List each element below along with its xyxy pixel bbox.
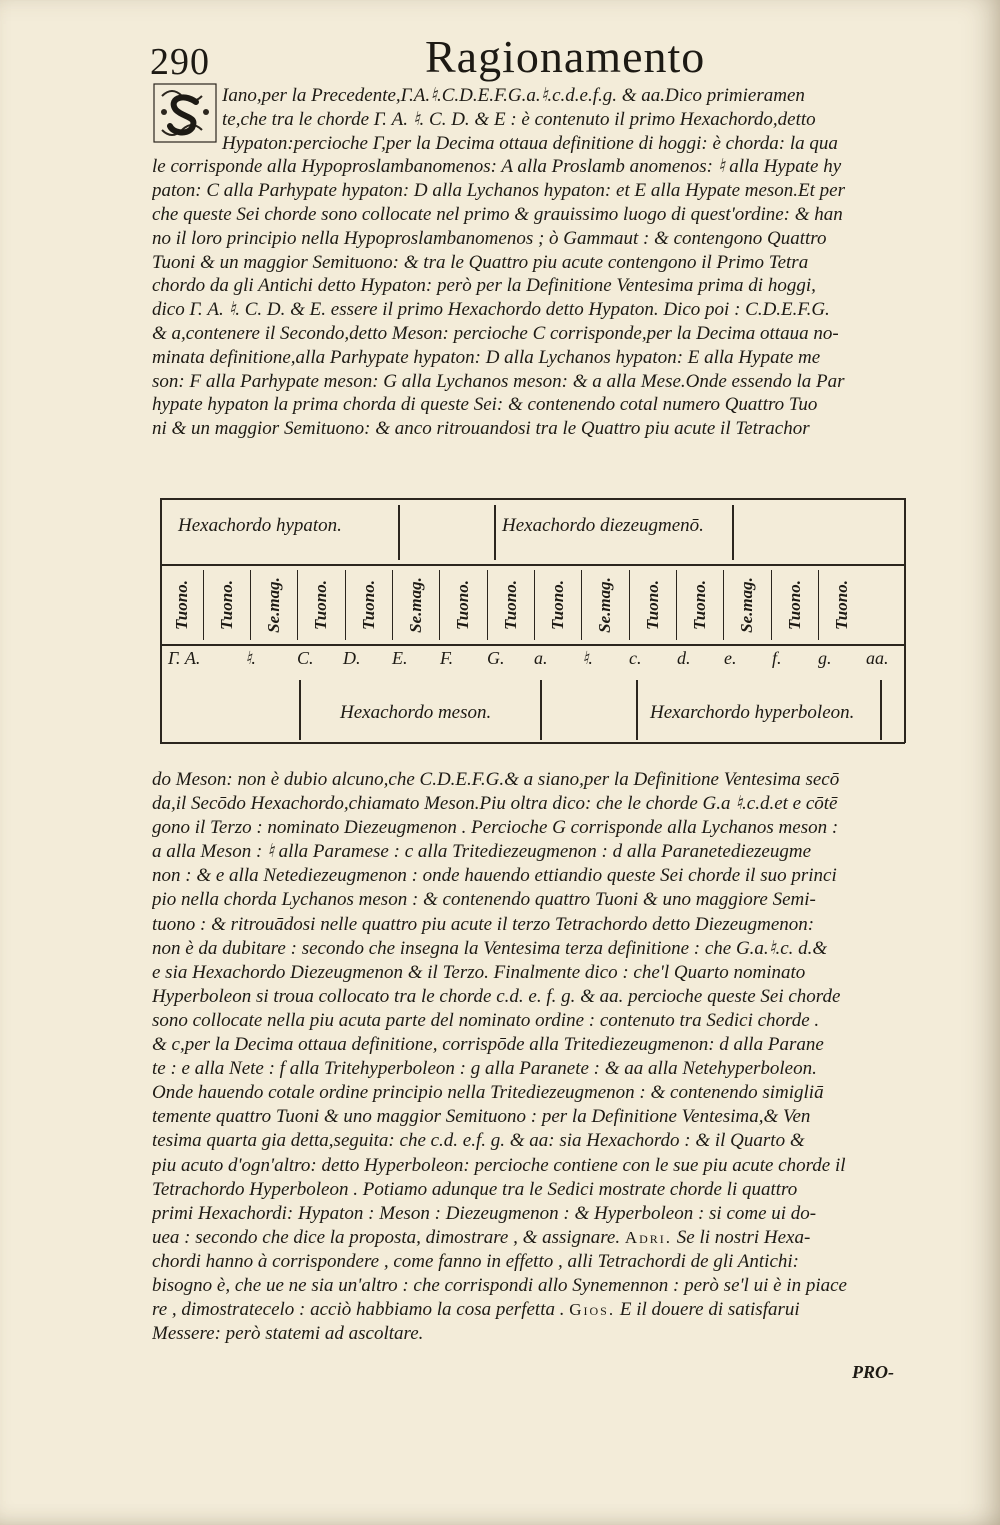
diagram-rule — [534, 570, 535, 640]
text-segment: uea : secondo che dice la proposta, dimostrare , & assignare. — [152, 1226, 621, 1248]
interval-cell: Tuono. — [311, 580, 330, 630]
diagram-rule — [160, 564, 905, 566]
diagram-rule — [345, 570, 346, 640]
diagram-rule — [392, 570, 393, 640]
text-line: Onde hauendo cotale ordine principio nella Tritediezeugmenon : & contenendo simigliā — [152, 1082, 824, 1104]
text-line: dico Γ. A. ♮. C. D. & E. essere il primo Hexachordo detto Hypaton. Dico poi : C.D.E.F.G. — [152, 299, 830, 321]
text-line: tesima quarta gia detta,seguita: che c.d. e.f. g. & aa: sia Hexachordo : & il Quarto & — [152, 1130, 805, 1152]
hexachord-label-hypaton: Hexachordo hypaton. — [178, 515, 342, 536]
text-line: bisogno è, che ue ne sia un'altro : che corrispondi allo Synemennon : però se'l ui è in piace — [152, 1274, 847, 1296]
diagram-rule — [160, 644, 905, 646]
text-line: do Meson: non è dubio alcuno,che C.D.E.F.G.& a siano,per la Definitione Ventesima secō — [152, 769, 840, 790]
text-line: paton: C alla Parhypate hypaton: D alla Lychanos hypaton: et E alla Hypate meson.Et per — [152, 180, 846, 202]
note-label: G. — [487, 648, 505, 668]
diagram-rule — [540, 680, 542, 740]
note-label: C. — [297, 648, 314, 668]
interval-cell: Se.mag. — [264, 577, 283, 633]
text-line: che queste Sei chorde sono collocate nel primo & grauissimo luogo di quest'ordine: & han — [152, 203, 843, 225]
interval-cell: Tuono. — [501, 580, 520, 630]
text-line: Messere: però statemi ad ascoltare. — [152, 1323, 424, 1345]
text-line: no il loro principio nella Hypoproslambanomenos ; ò Gammaut : & contengono Quattro — [152, 227, 827, 249]
text-line: Tetrachordo Hyperboleon . Potiamo adunque tra le Sedici mostrate chorde li quattro — [152, 1178, 798, 1200]
text-line: gono il Terzo : nominato Diezeugmenon . Percioche G corrisponde alla Lychanos meson : — [152, 817, 839, 839]
text-line: le corrisponde alla Hypoproslambanomenos: A alla Proslamb anomenos: ♮ alla Hypate hy — [152, 156, 842, 178]
diagram-rule — [494, 505, 496, 560]
interval-cell: Tuono. — [690, 580, 709, 630]
speaker-tag-adri: Adri. — [624, 1227, 673, 1247]
text-line: temente quattro Tuoni & uno maggior Semituono : per la Definitione Ventesima,& Ven — [152, 1106, 811, 1128]
interval-cell: Se.mag. — [595, 577, 614, 633]
text-line: sono collocate nella piu acuta parte del nominato ordine : contenuto tra Sedici chorde . — [152, 1009, 820, 1031]
text-line: & c,per la Decima ottaua definitione, corrispōde alla Tritediezeugmenon: d alla Parane — [152, 1034, 824, 1056]
note-label: ♮. — [582, 648, 593, 668]
text-line: da,il Secōdo Hexachordo,chiamato Meson.Piu oltra dico: che le chorde G.a ♮.c.d.et e cōtē — [152, 793, 838, 815]
note-label: g. — [818, 648, 832, 668]
interval-cell: Tuono. — [453, 580, 472, 630]
text-line: Hypaton:percioche Γ,per la Decima ottaua definitione di hoggi: è chorda: la qua — [222, 132, 838, 154]
text-bottom — [152, 768, 912, 1346]
interval-cell: Tuono. — [785, 580, 804, 630]
diagram-rule — [676, 570, 677, 640]
note-label: ♮. — [245, 648, 256, 668]
interval-cell: Tuono. — [548, 580, 567, 630]
text-line: Iano,per la Precedente,Γ.A.♮.C.D.E.F.G.a.♮.c.d.e.f.g. & aa.Dico primieramen — [222, 85, 805, 106]
diagram-rule — [771, 570, 772, 640]
diagram-rule — [818, 570, 819, 640]
diagram-rule — [250, 570, 251, 640]
text-line: Tuoni & un maggior Semituono: & tra le Quattro piu acute contengono il Primo Tetra — [152, 251, 809, 273]
text-line — [152, 1298, 912, 1322]
note-label: aa. — [866, 648, 889, 668]
interval-cell: Tuono. — [359, 580, 378, 630]
text-line: piu acuto d'ogn'altro: detto Hyperboleon: percioche contiene con le sue piu acute chorde il — [152, 1154, 846, 1176]
page-number: 290 — [150, 41, 210, 83]
text-line: chordi hanno à corrispondere , come fanno in effetto , alli Tetrachordi de gli Antichi: — [152, 1250, 799, 1272]
note-label: Γ. A. — [168, 648, 201, 668]
text-line: Hyperboleon si troua collocato tra le chorde c.d. e. f. g. & aa. percioche queste Sei chorde — [152, 985, 841, 1007]
text-line: e sia Hexachordo Diezeugmenon & il Terzo. Finalmente dico : che'l Quarto nominato — [152, 961, 806, 983]
diagram-rule — [297, 570, 298, 640]
diagram-rule — [439, 570, 440, 640]
interval-cell: Tuono. — [217, 580, 236, 630]
text-line: te : e alla Nete : f alla Tritehyperboleon : g alla Paranete : & aa alla Netehyperboleon. — [152, 1058, 817, 1080]
catchword: PRO- — [852, 1362, 894, 1382]
hexachord-label-meson: Hexachordo meson. — [340, 702, 492, 723]
note-label: e. — [724, 648, 737, 668]
text-line: a alla Meson : ♮ alla Paramese : c alla Tritediezeugmenon : d alla Paranetediezeugme — [152, 841, 812, 863]
interval-cell: Tuono. — [172, 580, 191, 630]
text-line: ni & un maggior Semituono: & anco ritrouandosi tra le Quattro piu acute il Tetrachor — [152, 418, 810, 440]
diagram-rule — [723, 570, 724, 640]
text-segment: E il douere di satisfarui — [619, 1299, 800, 1321]
note-label: D. — [343, 648, 361, 668]
interval-cell: Tuono. — [643, 580, 662, 630]
text-line: te,che tra le chorde Γ. A. ♮. C. D. & E : è contenuto il primo Hexachordo,detto — [222, 108, 816, 130]
text-line: non : & e alla Netediezeugmenon : onde hauendo ettiandio queste Sei chorde il suo princi — [152, 865, 837, 887]
diagram-rule — [581, 570, 582, 640]
diagram-rule — [636, 680, 638, 740]
text-line: non è da dubitare : secondo che insegna la Ventesima terza definitione : che G.a.♮.c. d.& — [152, 937, 828, 959]
text-line: primi Hexachordi: Hypaton : Meson : Diezeugmenon : & Hyperboleon : si come ui do- — [152, 1202, 817, 1224]
text-segment: re , dimostratecelo : acciò habbiamo la cosa perfetta . — [152, 1299, 565, 1321]
text-line: & a,contenere il Secondo,detto Meson: percioche C corrisponde,per la Decima ottaua no- — [152, 322, 839, 344]
diagram-rule — [880, 680, 882, 740]
text-line — [152, 1226, 912, 1250]
note-label: a. — [534, 648, 548, 668]
note-label: F. — [440, 648, 454, 668]
note-label: d. — [677, 648, 691, 668]
speaker-tag-gios: Gios. — [569, 1300, 616, 1320]
diagram-rule — [629, 570, 630, 640]
running-title: Ragionamento — [425, 31, 706, 82]
text-line: minata definitione,alla Parhypate hypaton: D alla Lychanos hypaton: E alla Hypate me — [152, 346, 821, 368]
hexachord-label-hyperboleon: Hexarchordo hyperboleon. — [650, 702, 855, 723]
diagram-rule — [732, 505, 734, 560]
diagram-rule — [904, 498, 906, 743]
text-line: tuono : & ritrouādosi nelle quattro piu acute il terzo Tetrachordo detto Diezeugmenon: — [152, 913, 815, 935]
diagram-rule — [160, 742, 905, 744]
page-header — [150, 28, 910, 88]
text-line: pio nella chorda Lychanos meson : & contenendo quattro Tuoni & uno maggiore Semi- — [152, 889, 816, 911]
interval-cell: Se.mag. — [406, 577, 425, 633]
interval-cell: Tuono. — [832, 580, 851, 630]
diagram-rule — [299, 680, 301, 740]
text-line: son: F alla Parhypate meson: G alla Lychanos meson: & a alla Mese.Onde essendo la Par — [152, 370, 845, 392]
hexachord-label-diezeugmenon: Hexachordo diezeugmenō. — [502, 515, 704, 536]
note-label: f. — [772, 648, 782, 668]
text-line: hypate hypaton la prima chorda di queste Sei: & contenendo cotal numero Quattro Tuo — [152, 394, 818, 416]
diagram-rule — [160, 498, 905, 500]
diagram-rule — [398, 505, 400, 560]
note-label: c. — [629, 648, 642, 668]
diagram-rule — [487, 570, 488, 640]
text-top — [152, 84, 912, 441]
text-segment: Se li nostri Hexa- — [676, 1226, 811, 1248]
note-label: E. — [392, 648, 408, 668]
text-line: chordo da gli Antichi detto Hypaton: però per la Definitione Ventesima prima di hoggi, — [152, 275, 816, 297]
interval-cell: Se.mag. — [737, 577, 756, 633]
